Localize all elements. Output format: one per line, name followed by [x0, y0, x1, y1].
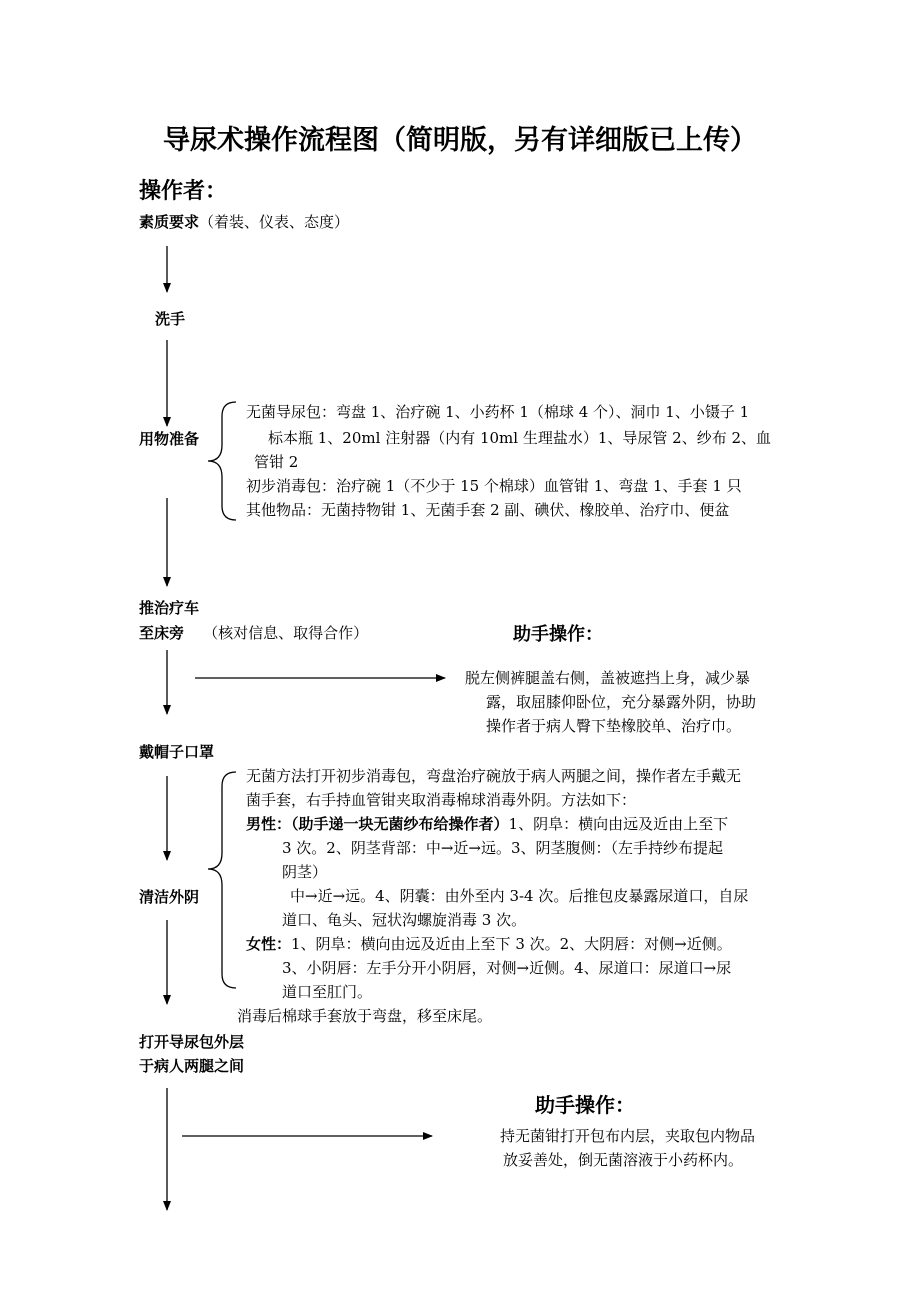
brace-supplies — [208, 402, 236, 520]
step-open-pack-2: 于病人两腿之间 — [139, 1057, 245, 1075]
cleaning-male-5: 道口、龟头、冠状沟螺旋消毒 3 次。 — [282, 911, 527, 929]
step-clean: 清洁外阴 — [139, 888, 200, 906]
cleaning-male-2: 3 次。2、阴茎背部：中→近→远。3、阴茎腹侧：（左手持纱布提起 — [282, 839, 724, 857]
cleaning-female-3: 道口至肛门。 — [282, 983, 373, 1001]
cleaning-female-2: 3、小阴唇：左手分开小阴唇，对侧→近侧。4、尿道口：尿道口→尿 — [282, 959, 732, 977]
male-bold-note: （助手递一块无菌纱布给操作者） — [291, 815, 509, 833]
step-bedside: 至床旁 — [139, 624, 185, 642]
cleaning-after: 消毒后棉球手套放于弯盘，移至床尾。 — [237, 1007, 493, 1025]
quality-label: 素质要求 — [139, 213, 200, 231]
supplies-line-3: 管钳 2 — [254, 453, 299, 471]
cleaning-male-4: 中→近→远。4、阴囊：由外至内 3-4 次。后推包皮暴露尿道口，自尿 — [290, 887, 749, 905]
assistant-heading-2: 助手操作： — [535, 1093, 635, 1117]
cleaning-line-1: 无菌方法打开初步消毒包，弯盘治疗碗放于病人两腿之间，操作者左手戴无 — [246, 767, 742, 785]
assistant1-line-2: 露，取屈膝仰卧位，充分暴露外阴，协助 — [486, 693, 757, 711]
assistant2-line-2: 放妥善处，倒无菌溶液于小药杯内。 — [503, 1151, 744, 1169]
bedside-note: （核对信息、取得合作） — [203, 624, 369, 642]
supplies-line-5: 其他物品：无菌持物钳 1、无菌手套 2 副、碘伏、橡胶单、治疗巾、便盆 — [246, 501, 730, 519]
cleaning-line-2: 菌手套，右手持血管钳夹取消毒棉球消毒外阴。方法如下： — [246, 791, 637, 809]
step-wash: 洗手 — [155, 310, 186, 328]
operator-heading: 操作者： — [139, 179, 228, 204]
page-title: 导尿术操作流程图（简明版，另有详细版已上传） — [163, 125, 757, 156]
male-step-1: 1、阴阜：横向由远及近由上至下 — [508, 815, 729, 833]
brace-cleaning — [208, 772, 236, 988]
cleaning-female-row — [246, 932, 732, 956]
step-push-cart: 推治疗车 — [139, 599, 200, 617]
step-prepare: 用物准备 — [139, 430, 200, 448]
male-label: 男性： — [246, 815, 292, 833]
assistant1-line-3: 操作者于病人臀下垫橡胶单、治疗巾。 — [486, 717, 742, 735]
supplies-line-1: 无菌导尿包：弯盘 1、治疗碗 1、小药杯 1（棉球 4 个）、洞巾 1、小镊子 1 — [246, 403, 750, 421]
cleaning-male-row — [246, 812, 728, 836]
cleaning-male-3: 阴茎） — [282, 863, 328, 881]
assistant-heading-1: 助手操作： — [513, 624, 603, 645]
supplies-line-4: 初步消毒包：治疗碗 1（不少于 15 个棉球）血管钳 1、弯盘 1、手套 1 只 — [246, 477, 742, 495]
female-label: 女性： — [246, 935, 292, 953]
assistant1-line-1: 脱左侧裤腿盖右侧，盖被遮挡上身，减少暴 — [465, 669, 751, 687]
step-mask: 戴帽子口罩 — [139, 743, 215, 761]
supplies-line-2: 标本瓶 1、20ml 注射器（内有 10ml 生理盐水）1、导尿管 2、纱布 2、血 — [268, 429, 772, 447]
quality-requirements — [139, 210, 349, 234]
step-open-pack-1: 打开导尿包外层 — [139, 1033, 245, 1051]
assistant2-line-1: 持无菌钳打开包布内层，夹取包内物品 — [500, 1127, 756, 1145]
female-step-1: 1、阴阜：横向由远及近由上至下 3 次。2、大阴唇：对侧→近侧。 — [291, 935, 732, 953]
quality-note: （着装、仪表、态度） — [199, 213, 350, 231]
step-bedside-row — [139, 621, 368, 645]
